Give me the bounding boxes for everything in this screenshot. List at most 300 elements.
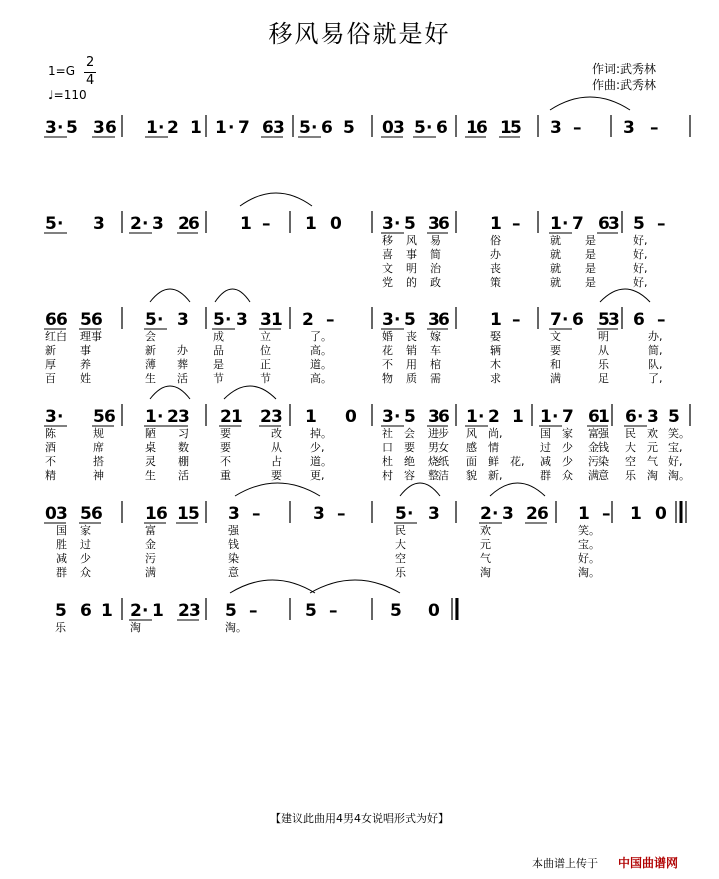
note-digit: 6 — [91, 504, 103, 524]
note-digit: – — [650, 118, 659, 138]
note-digit: 5 — [80, 504, 92, 524]
lyric-char: 事 — [406, 248, 417, 261]
lyric-char: 民 — [625, 427, 636, 440]
lyric-char: 众 — [562, 469, 573, 482]
lyric-char: 高。 — [310, 372, 332, 385]
tie-arc — [224, 386, 276, 399]
note-digit: 1 — [598, 407, 610, 427]
lyric-char: 染 — [228, 552, 239, 565]
lyric-char: 新 — [145, 344, 156, 357]
note-digit: · — [562, 310, 569, 330]
lyric-char: 陋 — [145, 427, 156, 440]
note-digit: 3 — [428, 504, 440, 524]
note-digit: 6 — [436, 118, 448, 138]
note-digit: 7 — [562, 407, 574, 427]
tie-arc — [150, 289, 190, 302]
lyric-char: 国 — [540, 427, 551, 440]
note-digit: 2 — [220, 407, 232, 427]
note-digit: 3 — [260, 310, 272, 330]
lyric-char: 丧 — [406, 330, 417, 343]
lyric-char: 不 — [45, 455, 56, 468]
note-digit: 5 — [598, 310, 610, 330]
note-digit: 6 — [105, 118, 117, 138]
lyric-char: 富 — [588, 427, 599, 440]
lyric-char: 花 — [382, 344, 393, 357]
note-digit: 7 — [550, 310, 562, 330]
lyric-char: 淘 — [130, 621, 141, 634]
lyric-char: 要 — [271, 469, 282, 482]
lyric-char: 足 — [598, 372, 609, 385]
note-digit: – — [262, 214, 271, 234]
lyric-char: 道。 — [310, 455, 332, 468]
note-digit: 1 — [630, 504, 642, 524]
note-digit: 1 — [177, 504, 189, 524]
lyric-char: 百 — [45, 372, 56, 385]
note-digit: 6 — [438, 310, 450, 330]
note-digit: · — [57, 214, 64, 234]
note-digit: 7 — [572, 214, 584, 234]
lyric-char: 办 — [177, 344, 188, 357]
note-digit: · — [142, 601, 149, 621]
lyric-char: 会 — [404, 427, 415, 440]
note-digit: 5 — [390, 601, 402, 621]
lyric-char: 烧 — [428, 455, 439, 468]
lyric-char: 淘。 — [225, 621, 247, 634]
note-digit: 5 — [80, 310, 92, 330]
lyric-char: 高。 — [310, 344, 332, 357]
time-signature-bottom: 4 — [86, 73, 95, 88]
note-digit: 3 — [45, 118, 57, 138]
note-digit: 1 — [215, 118, 227, 138]
note-digit: – — [329, 601, 338, 621]
lyric-char: 了。 — [310, 330, 332, 343]
note-digit: 6 — [537, 504, 549, 524]
note-digit: 3 — [428, 310, 440, 330]
lyric-char: 文 — [382, 262, 393, 275]
note-digit: 5 — [668, 407, 680, 427]
note-digit: 0 — [428, 601, 440, 621]
lyric-char: 国 — [56, 524, 67, 537]
lyric-char: 鲜 — [488, 455, 499, 468]
lyric-char: 车 — [430, 344, 441, 357]
lyric-char: 淘。 — [668, 469, 690, 482]
note-digit: – — [337, 504, 346, 524]
lyric-char: 办 — [490, 248, 501, 261]
lyric-char: 步 — [438, 427, 449, 440]
lyric-char: 养 — [80, 358, 91, 371]
lyric-char: 胜 — [56, 538, 67, 551]
note-digit: 5 — [299, 118, 311, 138]
lyric-char: 辆 — [490, 344, 501, 357]
lyric-char: 改 — [271, 427, 282, 440]
note-digit: · — [407, 504, 414, 524]
note-digit: 3 — [608, 214, 620, 234]
note-digit: 2 — [526, 504, 538, 524]
lyric-char: 尚, — [488, 427, 503, 440]
note-digit: · — [562, 214, 569, 234]
note-digit: · — [157, 310, 164, 330]
lyric-char: 搭 — [93, 455, 104, 468]
note-digit: 5 — [343, 118, 355, 138]
lyric-char: 风 — [466, 427, 477, 440]
lyric-char: 笑。 — [668, 427, 690, 440]
lyric-char: 乐 — [598, 358, 609, 371]
note-digit: 1 — [550, 214, 562, 234]
note-digit: – — [602, 504, 611, 524]
lyric-char: 群 — [540, 469, 551, 482]
note-digit: 6 — [321, 118, 333, 138]
lyric-char: 进 — [428, 427, 439, 440]
lyric-char: 是 — [585, 276, 596, 289]
lyric-char: 数 — [178, 441, 189, 454]
note-digit: 5 — [45, 214, 57, 234]
note-digit: 2 — [178, 601, 190, 621]
note-digit: 3 — [502, 504, 514, 524]
note-digit: 3 — [428, 214, 440, 234]
note-digit: 6 — [572, 310, 584, 330]
lyric-char: 党 — [382, 276, 393, 289]
note-digit: · — [311, 118, 318, 138]
lyric-char: 厚 — [45, 358, 56, 371]
site-logo: 中国曲谱网 — [618, 856, 679, 870]
lyric-char: 文 — [550, 330, 561, 343]
note-digit: 5 — [66, 118, 78, 138]
lyric-char: 棚 — [178, 455, 189, 468]
lyric-char: 是 — [585, 248, 596, 261]
lyric-char: 不 — [220, 455, 231, 468]
lyric-char: 强 — [228, 524, 239, 537]
note-digit: · — [492, 504, 499, 524]
lyric-char: 满 — [588, 469, 599, 482]
lyric-char: 节 — [213, 372, 224, 385]
note-digit: 6 — [262, 118, 274, 138]
note-digit: 1 — [101, 601, 113, 621]
lyric-char: 过 — [80, 538, 91, 551]
lyric-char: 陈 — [45, 427, 56, 440]
lyric-char: 元 — [647, 441, 658, 454]
note-digit: – — [512, 214, 521, 234]
note-digit: 1 — [146, 118, 158, 138]
note-digit: · — [426, 118, 433, 138]
lyric-char: 明 — [406, 262, 417, 275]
lyric-char: 家 — [80, 524, 91, 537]
lyric-char: 物 — [382, 372, 393, 385]
upload-note: 本曲谱上传于 — [532, 857, 598, 870]
tie-arc — [240, 193, 312, 206]
lyric-char: 木 — [490, 358, 501, 371]
note-digit: 7 — [238, 118, 250, 138]
note-digit: 0 — [382, 118, 394, 138]
lyric-char: 意 — [598, 469, 609, 482]
note-digit: 0 — [45, 504, 57, 524]
lyric-char: 花, — [510, 455, 525, 468]
lyric-char: 女 — [438, 441, 449, 454]
note-digit: · — [552, 407, 559, 427]
note-digit: 1 — [305, 214, 317, 234]
note-digit: 5 — [633, 214, 645, 234]
note-digit: 3 — [45, 407, 57, 427]
note-digit: 3 — [228, 504, 240, 524]
note-digit: 3 — [382, 214, 394, 234]
lyric-char: 移 — [382, 234, 393, 247]
note-digit: 5 — [55, 601, 67, 621]
lyric-char: 欢 — [647, 427, 658, 440]
key-signature: 1=G — [48, 64, 75, 78]
lyric-char: 气 — [647, 455, 658, 468]
lyric-char: 男 — [428, 441, 439, 454]
tie-arc — [215, 289, 250, 302]
note-digit: – — [512, 310, 521, 330]
note-digit: 6 — [598, 214, 610, 234]
note-digit: 1 — [466, 407, 478, 427]
note-digit: 2 — [480, 504, 492, 524]
lyric-char: 事 — [80, 344, 91, 357]
note-digit: – — [326, 310, 335, 330]
note-digit: 0 — [330, 214, 342, 234]
lyric-char: 会 — [145, 330, 156, 343]
lyric-char: 貌 — [466, 469, 477, 482]
note-digit: – — [252, 504, 261, 524]
lyric-char: 习 — [178, 427, 189, 440]
lyric-char: 薄 — [145, 358, 156, 371]
lyric-char: 用 — [406, 358, 417, 371]
note-digit: 5 — [213, 310, 225, 330]
lyric-char: 面 — [466, 455, 477, 468]
lyric-char: 办, — [648, 330, 663, 343]
note-digit: 5 — [145, 310, 157, 330]
lyric-char: 简 — [430, 248, 441, 261]
lyricist-credit: 作词:武秀林 — [592, 62, 657, 76]
note-digit: 3 — [623, 118, 635, 138]
lyric-char: 不 — [382, 358, 393, 371]
lyric-char: 民 — [395, 524, 406, 537]
note-digit: · — [142, 214, 149, 234]
note-digit: 3 — [313, 504, 325, 524]
lyric-char: 节 — [260, 372, 271, 385]
lyric-char: 姓 — [80, 372, 91, 385]
lyric-char: 治 — [430, 262, 441, 275]
tie-arc — [230, 580, 315, 593]
note-digit: 6 — [156, 504, 168, 524]
lyric-char: 金 — [588, 441, 599, 454]
lyric-char: 明 — [598, 330, 609, 343]
lyric-char: 好, — [668, 455, 683, 468]
note-digit: 6 — [476, 118, 488, 138]
lyric-char: 杜 — [382, 455, 393, 468]
note-digit: 6 — [80, 601, 92, 621]
lyric-char: 空 — [395, 552, 406, 565]
note-digit: 1 — [578, 504, 590, 524]
lyric-char: 重 — [220, 469, 231, 482]
lyric-char: 销 — [406, 344, 417, 357]
note-digit: 1 — [500, 118, 512, 138]
lyric-char: 理事 — [80, 330, 102, 343]
lyric-char: 桌 — [145, 441, 156, 454]
note-digit: 1 — [231, 407, 243, 427]
lyric-char: 正 — [260, 358, 271, 371]
lyric-char: 淘。 — [578, 566, 600, 579]
note-digit: 1 — [145, 504, 157, 524]
note-digit: 2 — [178, 214, 190, 234]
note-digit: 5 — [305, 601, 317, 621]
note-digit: 2 — [167, 407, 179, 427]
lyric-char: 位 — [260, 344, 271, 357]
note-digit: · — [478, 407, 485, 427]
note-digit: 3 — [93, 214, 105, 234]
note-digit: · — [225, 310, 232, 330]
note-digit: 6 — [91, 310, 103, 330]
lyric-char: 从 — [271, 441, 282, 454]
lyric-char: 政 — [430, 276, 441, 289]
lyric-char: 少 — [562, 441, 573, 454]
lyric-char: 乐 — [395, 566, 406, 579]
note-digit: 6 — [45, 310, 57, 330]
lyric-char: 求 — [490, 372, 501, 385]
lyric-char: 少, — [310, 441, 325, 454]
lyric-char: 精 — [45, 469, 56, 482]
note-digit: 1 — [190, 118, 202, 138]
note-digit: 6 — [104, 407, 116, 427]
lyric-char: 新, — [488, 469, 503, 482]
lyric-char: 棺 — [430, 358, 441, 371]
lyric-char: 风 — [406, 234, 417, 247]
lyric-char: 容 — [404, 469, 415, 482]
lyric-char: 新 — [45, 344, 56, 357]
lyric-char: 就 — [550, 276, 561, 289]
note-digit: 6 — [56, 310, 68, 330]
note-digit: 5 — [93, 407, 105, 427]
note-digit: 6 — [588, 407, 600, 427]
lyric-char: 宝。 — [578, 538, 600, 551]
note-digit: 3 — [177, 310, 189, 330]
tempo-marking: ♩=110 — [48, 88, 87, 102]
lyric-char: 洁 — [438, 469, 449, 482]
note-digit: 6 — [438, 407, 450, 427]
lyric-char: 立 — [260, 330, 271, 343]
lyric-char: 过 — [540, 441, 551, 454]
lyric-char: 口 — [382, 441, 393, 454]
lyric-char: 好, — [633, 276, 648, 289]
lyric-char: 葬 — [177, 358, 188, 371]
lyric-char: 活 — [177, 372, 188, 385]
note-digit: 5 — [404, 214, 416, 234]
lyric-char: 整 — [428, 469, 439, 482]
note-digit: 1 — [490, 310, 502, 330]
lyric-char: 欢 — [480, 524, 491, 537]
note-digit: 5 — [510, 118, 522, 138]
note-digit: · — [57, 118, 64, 138]
note-digit: 3 — [550, 118, 562, 138]
lyric-char: 乐 — [625, 469, 636, 482]
lyric-char: 是 — [213, 358, 224, 371]
lyric-char: 家 — [562, 427, 573, 440]
note-digit: 0 — [655, 504, 667, 524]
note-digit: 1 — [512, 407, 524, 427]
note-digit: 2 — [302, 310, 314, 330]
tie-arc — [490, 483, 545, 496]
lyric-char: 要 — [220, 441, 231, 454]
lyric-char: 空 — [625, 455, 636, 468]
lyric-char: 神 — [93, 469, 104, 482]
note-digit: 1 — [466, 118, 478, 138]
lyric-char: 绝 — [404, 455, 415, 468]
note-digit: · — [394, 407, 401, 427]
composer-credit: 作曲:武秀林 — [592, 78, 657, 92]
lyric-char: 娶 — [490, 330, 501, 343]
lyric-char: 成 — [213, 330, 224, 343]
note-digit: 3 — [382, 407, 394, 427]
lyric-char: 污 — [145, 552, 156, 565]
note-digit: 3 — [382, 310, 394, 330]
lyric-char: 占 — [271, 455, 282, 468]
note-digit: 2 — [167, 118, 179, 138]
note-digit: · — [157, 407, 164, 427]
lyric-char: 了, — [648, 372, 663, 385]
lyric-char: 宝, — [668, 441, 683, 454]
note-digit: 5 — [225, 601, 237, 621]
lyric-char: 村 — [382, 469, 393, 482]
performance-note: 【建议此曲用4男4女说唱形式为好】 — [270, 812, 449, 825]
note-digit: 5 — [404, 310, 416, 330]
lyric-char: 从 — [598, 344, 609, 357]
lyric-char: 嫁 — [430, 330, 441, 343]
note-digit: – — [657, 214, 666, 234]
lyric-char: 钱 — [228, 538, 239, 551]
lyric-char: 气 — [480, 552, 491, 565]
note-digit: 3 — [271, 407, 283, 427]
note-digit: 1 — [240, 214, 252, 234]
tie-arc — [400, 483, 440, 496]
lyric-char: 要 — [404, 441, 415, 454]
lyric-char: 强 — [598, 427, 609, 440]
note-digit: 3 — [236, 310, 248, 330]
lyric-char: 策 — [490, 276, 501, 289]
lyric-char: 纸 — [438, 455, 449, 468]
lyric-char: 污 — [588, 455, 599, 468]
note-digit: · — [637, 407, 644, 427]
lyric-char: 灵 — [145, 455, 156, 468]
lyric-char: 红白 — [45, 330, 67, 343]
note-digit: 3 — [93, 118, 105, 138]
note-digit: 6 — [438, 214, 450, 234]
tie-arc — [235, 483, 320, 496]
lyric-char: 好, — [633, 234, 648, 247]
lyric-char: 好, — [633, 248, 648, 261]
page-title: 移风易俗就是好 — [268, 20, 451, 48]
lyric-char: 少 — [80, 552, 91, 565]
note-digit: 6 — [625, 407, 637, 427]
note-digit: 1 — [271, 310, 283, 330]
lyric-char: 大 — [625, 441, 636, 454]
lyric-char: 婚 — [382, 330, 393, 343]
lyric-char: 意 — [228, 566, 239, 579]
lyric-char: 社 — [382, 427, 393, 440]
note-digit: 0 — [345, 407, 357, 427]
note-digit: 5 — [414, 118, 426, 138]
note-digit: – — [249, 601, 258, 621]
note-digit: 3 — [608, 310, 620, 330]
lyric-char: 简, — [648, 344, 663, 357]
lyric-char: 就 — [550, 262, 561, 275]
lyric-char: 品 — [213, 344, 224, 357]
lyric-char: 俗 — [490, 234, 501, 247]
lyric-char: 乐 — [55, 621, 66, 634]
note-digit: 6 — [188, 214, 200, 234]
note-digit: · — [228, 118, 235, 138]
lyric-char: 染 — [598, 455, 609, 468]
lyric-char: 更, — [310, 469, 325, 482]
note-digit: · — [57, 407, 64, 427]
